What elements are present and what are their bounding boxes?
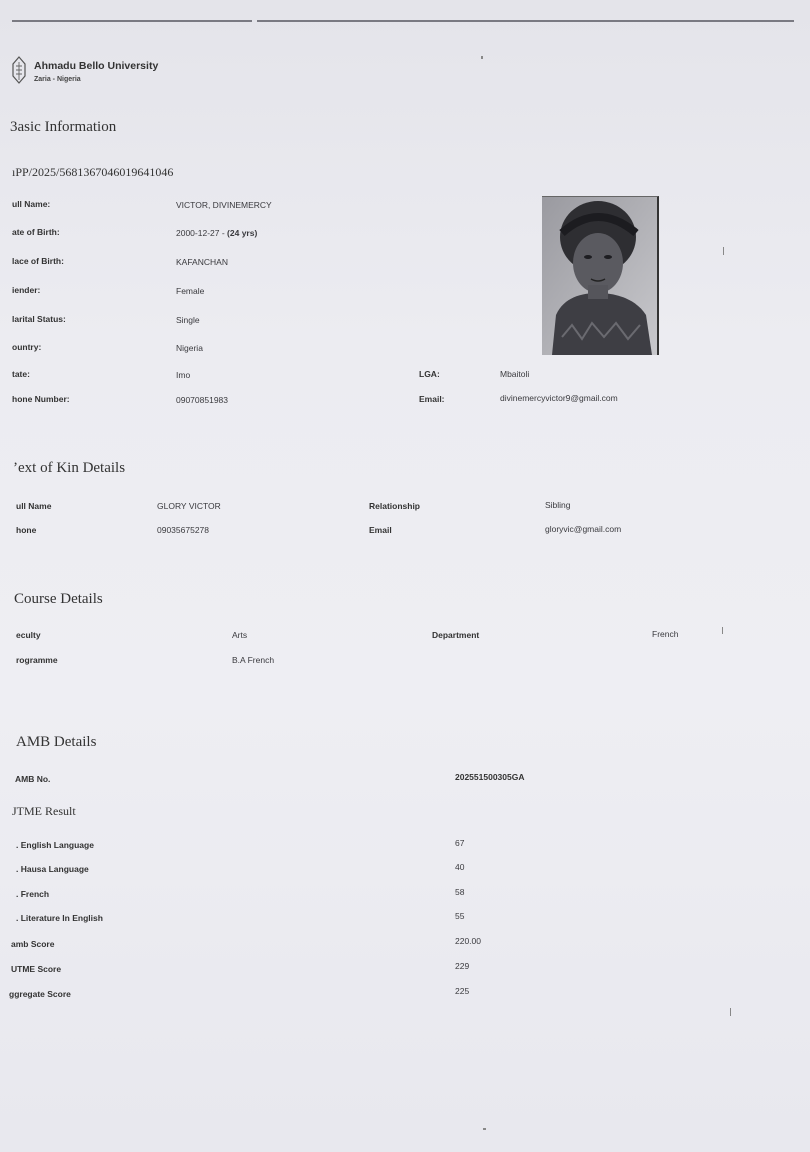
field-value-state: Imo <box>176 370 191 380</box>
programme-value: B.A French <box>232 655 275 665</box>
university-crest-icon <box>10 56 28 84</box>
utme-score-label: UTME Score <box>11 964 62 974</box>
department-value: French <box>652 629 679 639</box>
top-rule-left <box>12 20 252 22</box>
department-label: Department <box>432 630 480 640</box>
kin-email-label: Email <box>369 525 392 535</box>
scan-speck <box>481 56 483 59</box>
subject-label: . English Language <box>16 840 94 850</box>
subject-score: 55 <box>455 911 465 921</box>
programme-label: rogramme <box>16 655 58 665</box>
jamb-score-value: 220.00 <box>455 936 481 946</box>
scan-speck <box>723 247 724 255</box>
field-value-place-of-birth: KAFANCHAN <box>176 257 228 267</box>
jamb-number-value: 202551500305GA <box>455 772 525 782</box>
subject-label: . Literature In English <box>16 913 103 923</box>
utme-score-value: 229 <box>455 961 470 971</box>
kin-phone-value: 09035675278 <box>157 525 210 535</box>
scan-speck <box>722 627 723 634</box>
field-label-lga: LGA: <box>419 369 440 379</box>
field-value-email: divinemercyvictor9@gmail.com <box>500 393 618 403</box>
jamb-number-label: AMB No. <box>15 774 51 784</box>
kin-email-value: gloryvic@gmail.com <box>545 524 622 534</box>
dob-age: (24 yrs) <box>227 228 258 238</box>
passport-photo <box>542 196 659 355</box>
jamb-score-label: amb Score <box>11 939 55 949</box>
next-of-kin-heading: ’ext of Kin Details <box>13 460 126 476</box>
basic-info-heading: 3asic Information <box>10 119 117 135</box>
subject-score: 67 <box>455 838 465 848</box>
subject-score: 40 <box>455 862 465 872</box>
application-number: ıPP/2025/5681367046019641046 <box>12 165 174 179</box>
field-value-phone: 09070851983 <box>176 395 229 405</box>
field-value-country: Nigeria <box>176 343 203 353</box>
field-label-marital-status: larital Status: <box>12 314 66 324</box>
jamb-details-heading: AMB Details <box>16 734 97 750</box>
field-label-dob: ate of Birth: <box>12 227 60 237</box>
kin-phone-label: hone <box>16 525 37 535</box>
utme-result-heading: JTME Result <box>12 804 76 818</box>
field-value-marital-status: Single <box>176 315 200 325</box>
field-label-email: Email: <box>419 394 445 404</box>
field-value-gender: Female <box>176 286 205 296</box>
kin-name-label: ull Name <box>16 501 52 511</box>
field-label-full-name: ull Name: <box>12 199 51 209</box>
subject-score: 58 <box>455 887 465 897</box>
aggregate-score-label: ggregate Score <box>9 989 71 999</box>
subject-label: . French <box>16 889 50 899</box>
university-location: Zaria - Nigeria <box>34 76 81 83</box>
field-value-lga: Mbaitoli <box>500 369 530 379</box>
university-name: Ahmadu Bello University <box>34 60 159 72</box>
top-rule-right <box>257 20 794 22</box>
scan-speck <box>730 1008 731 1016</box>
subject-label: . Hausa Language <box>16 864 89 874</box>
field-label-country: ountry: <box>12 342 42 352</box>
faculty-value: Arts <box>232 630 248 640</box>
kin-relationship-label: Relationship <box>369 501 421 511</box>
kin-name-value: GLORY VICTOR <box>157 501 221 511</box>
faculty-label: eculty <box>16 630 41 640</box>
field-value-full-name: VICTOR, DIVINEMERCY <box>176 200 272 210</box>
field-label-phone: hone Number: <box>12 394 70 404</box>
field-label-place-of-birth: lace of Birth: <box>12 256 64 266</box>
aggregate-score-value: 225 <box>455 986 470 996</box>
field-label-gender: iender: <box>12 285 41 295</box>
field-label-state: tate: <box>12 369 30 379</box>
course-details-heading: Course Details <box>14 591 103 607</box>
scan-speck <box>483 1128 486 1130</box>
field-value-dob <box>176 228 257 238</box>
kin-relationship-value: Sibling <box>545 500 571 510</box>
dob-date: 2000-12-27 - <box>176 228 228 238</box>
